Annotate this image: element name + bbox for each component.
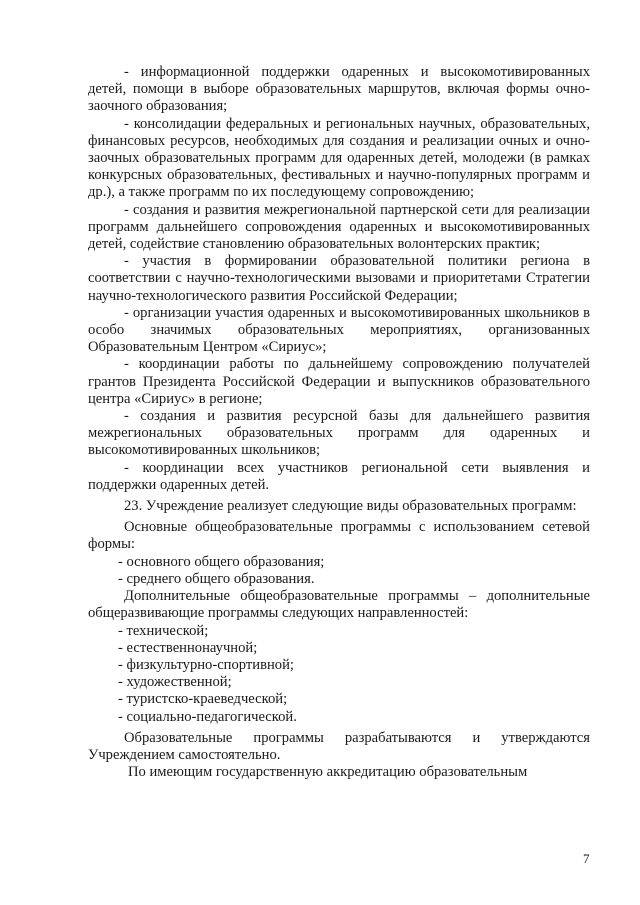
- paragraph-resource-base: - создания и развития ресурсной базы для дальнейшего развития межрегиональных образовательных программ для одаренных и высокомотивированных школьников;: [88, 408, 590, 459]
- paragraph-education-policy: - участия в формировании образовательной политики региона в соответствии с научно-технологическими вызовами и приоритетами Стратегии научно-технологического развития Российской Федерации;: [88, 253, 590, 304]
- list-item-technical: - технической;: [118, 622, 209, 639]
- paragraph-sirius-events: - организации участия одаренных и высокомотивированных школьников в особо значимых образовательных мероприятиях, организованных Образовательным Центром «Сириус»;: [88, 304, 590, 356]
- paragraph-consolidation: - консолидации федеральных и региональных научных, образовательных, финансовых ресурсов, необходимых для создания и реализации очных и очно-заочных образовательных программ для одаренных детей, молодежи (в рамках конкурсных образовательных, фестивальных и научно-популярных программ и др.), а также программ по их последующему сопровождению;: [88, 115, 590, 201]
- section-23-heading: 23. Учреждение реализует следующие виды образовательных программ:: [124, 498, 577, 515]
- paragraph-grant-coordination: - координации работы по дальнейшему сопровождению получателей грантов Президента Российской Федерации и выпускников образовательного центра «Сириус» в регионе;: [88, 356, 590, 407]
- list-item-sports: - физкультурно-спортивной;: [118, 656, 294, 673]
- list-item-secondary-general: - среднего общего образования.: [118, 570, 315, 587]
- paragraph-info-support: - информационной поддержки одаренных и высокомотивированных детей, помощи в выборе образовательных маршрутов, включая формы очно-заочного образования;: [88, 64, 590, 115]
- paragraph-accreditation: По имеющим государственную аккредитацию образовательным: [128, 764, 528, 781]
- list-item-tourism: - туристско-краеведческой;: [118, 691, 288, 708]
- paragraph-additional-programs: Дополнительные общеобразовательные программы – дополнительные общеразвивающие программы следующих направленностей:: [88, 588, 590, 622]
- body-text: [88, 64, 590, 781]
- paragraph-network-coordination: - координации всех участников региональной сети выявления и поддержки одаренных детей.: [88, 459, 590, 493]
- paragraph-partner-network: - создания и развития межрегиональной партнерской сети для реализации программ дальнейшего сопровождения одаренных и высокомотивированных детей, содействие становлению образовательных волонтерских практик;: [88, 201, 590, 253]
- list-item-basic-general: - основного общего образования;: [118, 553, 325, 570]
- paragraph-programs-approval: Образовательные программы разрабатываются и утверждаются Учреждением самостоятельно.: [88, 729, 590, 763]
- list-item-social: - социально-педагогической.: [118, 708, 297, 725]
- list-item-natural-science: - естественнонаучной;: [118, 639, 258, 656]
- list-item-arts: - художественной;: [118, 674, 232, 691]
- page-number: 7: [583, 851, 590, 866]
- paragraph-basic-programs: Основные общеобразовательные программы с использованием сетевой формы:: [88, 519, 590, 553]
